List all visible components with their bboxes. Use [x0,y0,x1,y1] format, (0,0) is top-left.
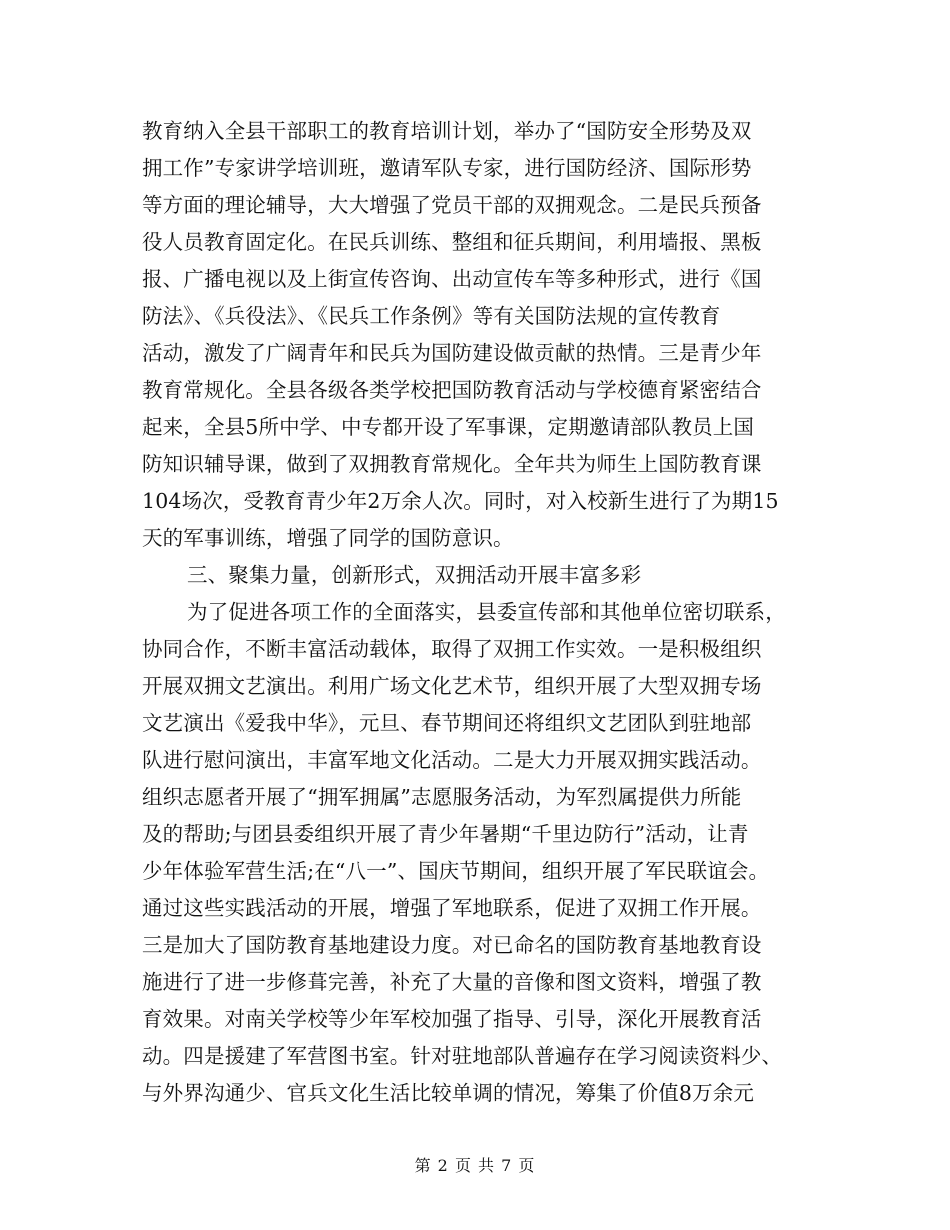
text-line: 教育纳入全县干部职工的教育培训计划，举办了“国防安全形势及双 [142,119,752,143]
text-line: 通过这些实践活动的开展，增强了军地联系，促进了双拥工作开展。 [142,896,762,920]
text-line: 教育常规化。全县各级各类学校把国防教育活动与学校德育紧密结合 [142,378,762,402]
page-number-footer: 第 2 页 共 7 页 [414,1156,536,1175]
text-line: 104场次，受教育青少年2万余人次。同时，对入校新生进行了为期15 [142,489,779,513]
text-line: 防知识辅导课，做到了双拥教育常规化。全年共为师生上国防教育课 [142,452,762,476]
text-line: 报、广播电视以及上街宣传咨询、出动宣传车等多种形式，进行《国 [142,267,762,291]
text-line: 施进行了进一步修葺完善，补充了大量的音像和图文资料，增强了教 [142,970,762,994]
text-line: 天的军事训练，增强了同学的国防意识。 [142,526,514,550]
paragraph-start: 为了促进各项工作的全面落实，县委宣传部和其他单位密切联系， [187,600,786,624]
text-line: 动。四是援建了军营图书室。针对驻地部队普遍存在学习阅读资料少、 [142,1044,783,1068]
text-line: 三是加大了国防教育基地建设力度。对已命名的国防教育基地教育设 [142,933,762,957]
text-line: 等方面的理论辅导，大大增强了党员干部的双拥观念。二是民兵预备 [142,193,762,217]
text-line: 育效果。对南关学校等少年军校加强了指导、引导，深化开展教育活 [142,1007,762,1031]
text-line: 文艺演出《爱我中华》，元旦、春节期间还将组织文艺团队到驻地部 [142,711,752,735]
text-line: 防法》、《兵役法》、《民兵工作条例》等有关国防法规的宣传教育 [142,304,721,328]
section-heading: 三、聚集力量，创新形式，双拥活动开展丰富多彩 [187,563,642,587]
text-line: 起来，全县5所中学、中专都开设了军事课，定期邀请部队教员上国 [142,415,755,439]
text-line: 少年体验军营生活;在“八一”、国庆节期间，组织开展了军民联谊会。 [142,859,770,883]
text-line: 协同合作，不断丰富活动载体，取得了双拥工作实效。一是积极组织 [142,637,762,661]
text-line: 活动，激发了广阔青年和民兵为国防建设做贡献的热情。三是青少年 [142,341,762,365]
text-line: 拥工作”专家讲学培训班，邀请军队专家，进行国防经济、国际形势 [142,156,752,180]
text-line: 组织志愿者开展了“拥军拥属”志愿服务活动，为军烈属提供力所能 [142,785,742,809]
text-line: 队进行慰问演出，丰富军地文化活动。二是大力开展双拥实践活动。 [142,748,762,772]
text-line: 役人员教育固定化。在民兵训练、整组和征兵期间，利用墙报、黑板 [142,230,762,254]
text-line: 及的帮助;与团县委组织开展了青少年暑期“千里边防行”活动，让青 [142,822,749,846]
text-line: 与外界沟通少、官兵文化生活比较单调的情况，筹集了价值8万余元 [142,1081,755,1105]
text-line: 开展双拥文艺演出。利用广场文化艺术节，组织开展了大型双拥专场 [142,674,762,698]
